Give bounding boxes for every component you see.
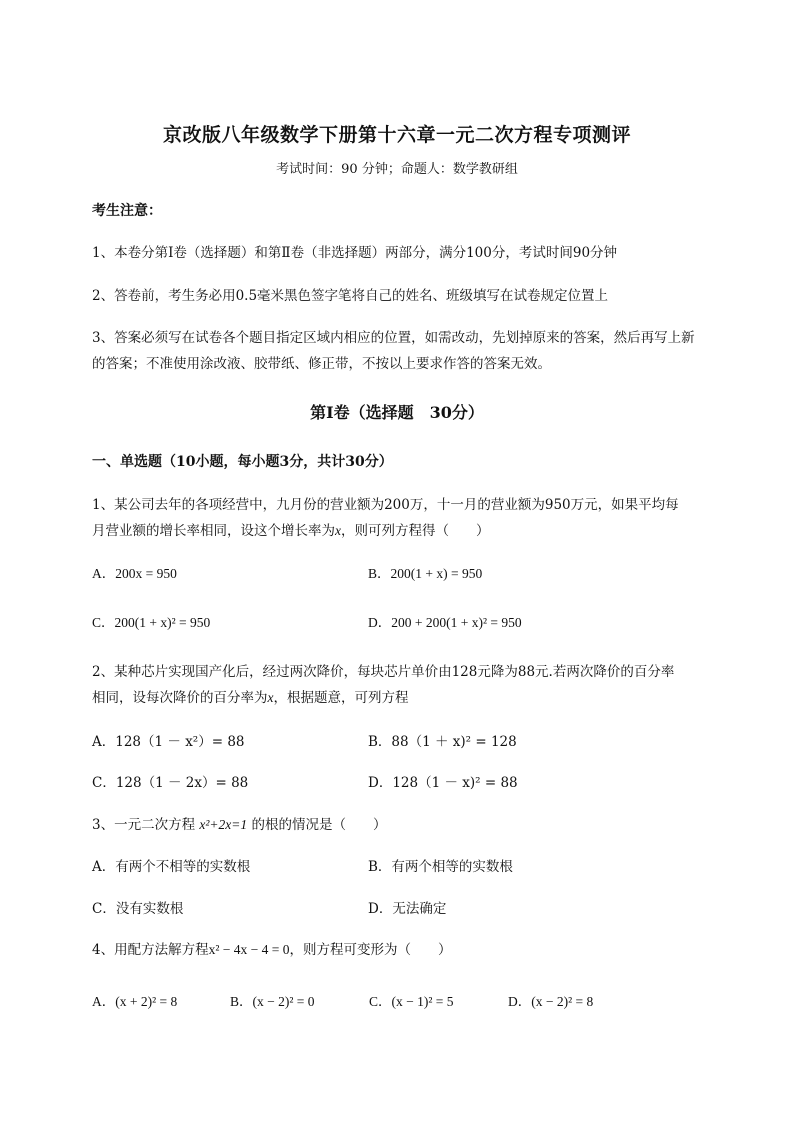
q1-stem-text-a: 月营业额的增长率相同，设这个增长率为 [92,523,335,539]
q3-stem-text-b: 的根的情况是（ ） [247,817,387,833]
q3-option-c[interactable]: C．没有实数根 [92,901,184,917]
q4-equation: x² − 4x − 4 = 0 [208,942,290,957]
notice-item-2: 2、答卷前，考生务必用0.5毫米黑色签字笔将自己的姓名、班级填写在试卷规定位置上 [92,288,609,304]
q1-variable: x [335,523,341,538]
q3-option-b[interactable]: B．有两个相等的实数根 [368,859,513,875]
section-title: 第Ⅰ卷（选择题 30分） [310,403,484,422]
q4-option-c[interactable]: C．(x − 1)² = 5 [369,994,454,1009]
q3-option-a[interactable]: A．有两个不相等的实数根 [92,859,251,875]
notice-item-1: 1、本卷分第Ⅰ卷（选择题）和第Ⅱ卷（非选择题）两部分，满分100分，考试时间90分钟 [92,245,618,261]
notice-item-3-line1: 3、答案必须写在试卷各个题目指定区域内相应的位置，如需改动，先划掉原来的答案，然后再写上新 [92,330,695,346]
q3-equation: x²+2x=1 [199,817,248,832]
q1-option-a[interactable]: A．200x = 950 [92,566,177,581]
page-title: 京改版八年级数学下册第十六章一元二次方程专项测评 [162,124,631,146]
q3-stem [92,813,386,833]
exam-info: 考试时间：90 分钟；命题人：数学教研组 [276,162,518,177]
q3-option-d[interactable]: D．无法确定 [368,901,447,917]
q2-stem-line1: 2、某种芯片实现国产化后，经过两次降价，每块芯片单价由128元降为88元.若两次降价的百分率 [92,664,675,680]
q2-stem-text-a: 相同，设每次降价的百分率为 [92,690,268,706]
q3-stem-text-a: 3、一元二次方程 [92,817,200,833]
q1-option-c[interactable]: C．200(1 + x)² = 950 [92,615,211,630]
q4-option-b[interactable]: B．(x − 2)² = 0 [230,994,315,1009]
q1-stem-text-b: ，则可列方程得（ ） [341,523,490,539]
q1-option-b[interactable]: B．200(1 + x) = 950 [368,566,483,581]
q2-variable: x [267,690,274,705]
q2-stem-text-b: ，根据题意，可列方程 [273,690,409,706]
q4-stem-text-a: 4、用配方法解方程 [92,942,209,958]
q2-option-b[interactable]: B．88（1 ＋ x)² = 128 [368,734,517,750]
q4-stem [92,938,451,958]
q4-option-a[interactable]: A．(x + 2)² = 8 [92,994,178,1009]
q4-stem-text-b: ，则方程可变形为（ ） [289,942,452,958]
notice-heading: 考生注意： [92,203,162,219]
q2-stem-line2 [92,686,409,706]
q1-option-d[interactable]: D．200 + 200(1 + x)² = 950 [368,615,522,630]
q2-option-c[interactable]: C．128（1 － 2x）= 88 [92,775,249,791]
q2-option-d[interactable]: D．128（1 － x)² = 88 [368,775,518,791]
part-heading: 一、单选题（10小题，每小题3分，共计30分） [92,454,393,470]
notice-item-3-line2: 的答案；不准使用涂改液、胶带纸、修正带，不按以上要求作答的答案无效。 [92,356,551,372]
q4-option-d[interactable]: D．(x − 2)² = 8 [508,994,594,1009]
q2-option-a[interactable]: A．128（1 － x²）= 88 [92,734,245,750]
q1-stem-line1: 1、某公司去年的各项经营中，九月份的营业额为200万，十一月的营业额为950万元，如果平均每 [92,497,679,513]
q1-stem-line2 [92,519,490,539]
